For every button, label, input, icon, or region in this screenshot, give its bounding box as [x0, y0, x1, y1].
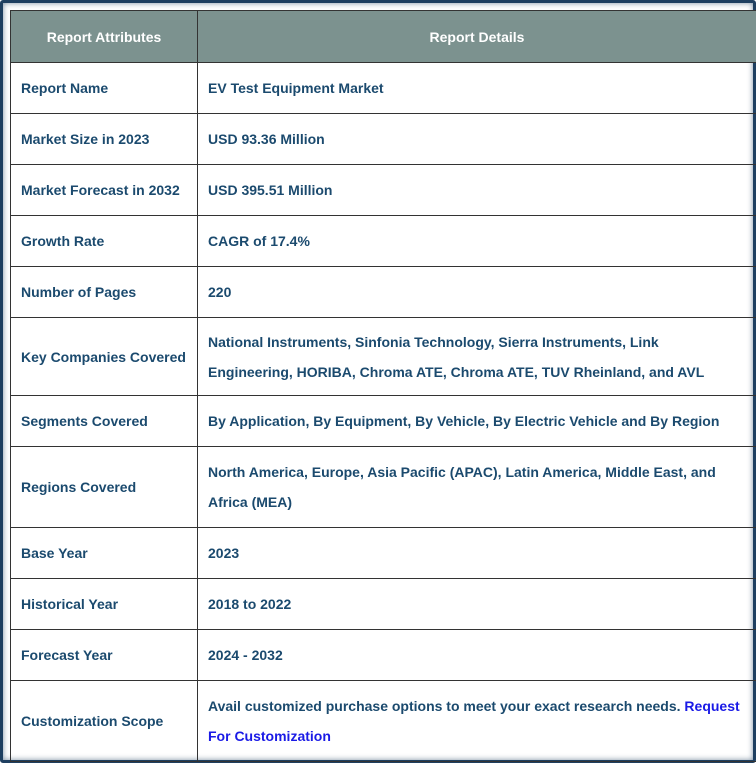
table-row — [11, 396, 756, 447]
table-row — [11, 528, 756, 579]
request-customization-link[interactable]: Request For Customization — [208, 698, 740, 744]
row-detail: EV Test Equipment Market — [198, 63, 756, 114]
table-row — [11, 447, 756, 528]
row-detail: National Instruments, Sinfonia Technology, Sierra Instruments, Link Engineering, HORIBA, Chroma ATE, Chroma ATE, TUV Rheinland, and AVL — [198, 318, 756, 396]
row-attribute: Key Companies Covered — [11, 318, 198, 396]
row-detail: USD 93.36 Million — [198, 114, 756, 165]
row-detail: 2024 - 2032 — [198, 630, 756, 681]
row-attribute: Segments Covered — [11, 396, 198, 447]
report-attributes-table — [10, 10, 756, 762]
table-row — [11, 579, 756, 630]
row-attribute: Historical Year — [11, 579, 198, 630]
column-header-details: Report Details — [198, 11, 756, 63]
table-row — [11, 216, 756, 267]
table-row — [11, 114, 756, 165]
row-detail: North America, Europe, Asia Pacific (APAC), Latin America, Middle East, and Africa (MEA) — [198, 447, 756, 528]
customization-text: Avail customized purchase options to meet your exact research needs. — [208, 698, 681, 714]
row-detail-customization — [198, 681, 756, 762]
row-attribute: Growth Rate — [11, 216, 198, 267]
row-detail: By Application, By Equipment, By Vehicle, By Electric Vehicle and By Region — [198, 396, 756, 447]
row-detail: CAGR of 17.4% — [198, 216, 756, 267]
table-row — [11, 318, 756, 396]
table-row — [11, 267, 756, 318]
row-attribute: Base Year — [11, 528, 198, 579]
row-attribute: Market Forecast in 2032 — [11, 165, 198, 216]
row-attribute: Report Name — [11, 63, 198, 114]
row-attribute: Regions Covered — [11, 447, 198, 528]
row-attribute: Customization Scope — [11, 681, 198, 762]
table-row — [11, 165, 756, 216]
table-row — [11, 630, 756, 681]
row-attribute: Market Size in 2023 — [11, 114, 198, 165]
table-row — [11, 63, 756, 114]
row-detail: 2023 — [198, 528, 756, 579]
row-detail: 2018 to 2022 — [198, 579, 756, 630]
row-attribute: Forecast Year — [11, 630, 198, 681]
row-detail: USD 395.51 Million — [198, 165, 756, 216]
row-attribute: Number of Pages — [11, 267, 198, 318]
table-header-row — [11, 11, 756, 63]
row-detail: 220 — [198, 267, 756, 318]
column-header-attributes: Report Attributes — [11, 11, 198, 63]
table-row — [11, 681, 756, 762]
